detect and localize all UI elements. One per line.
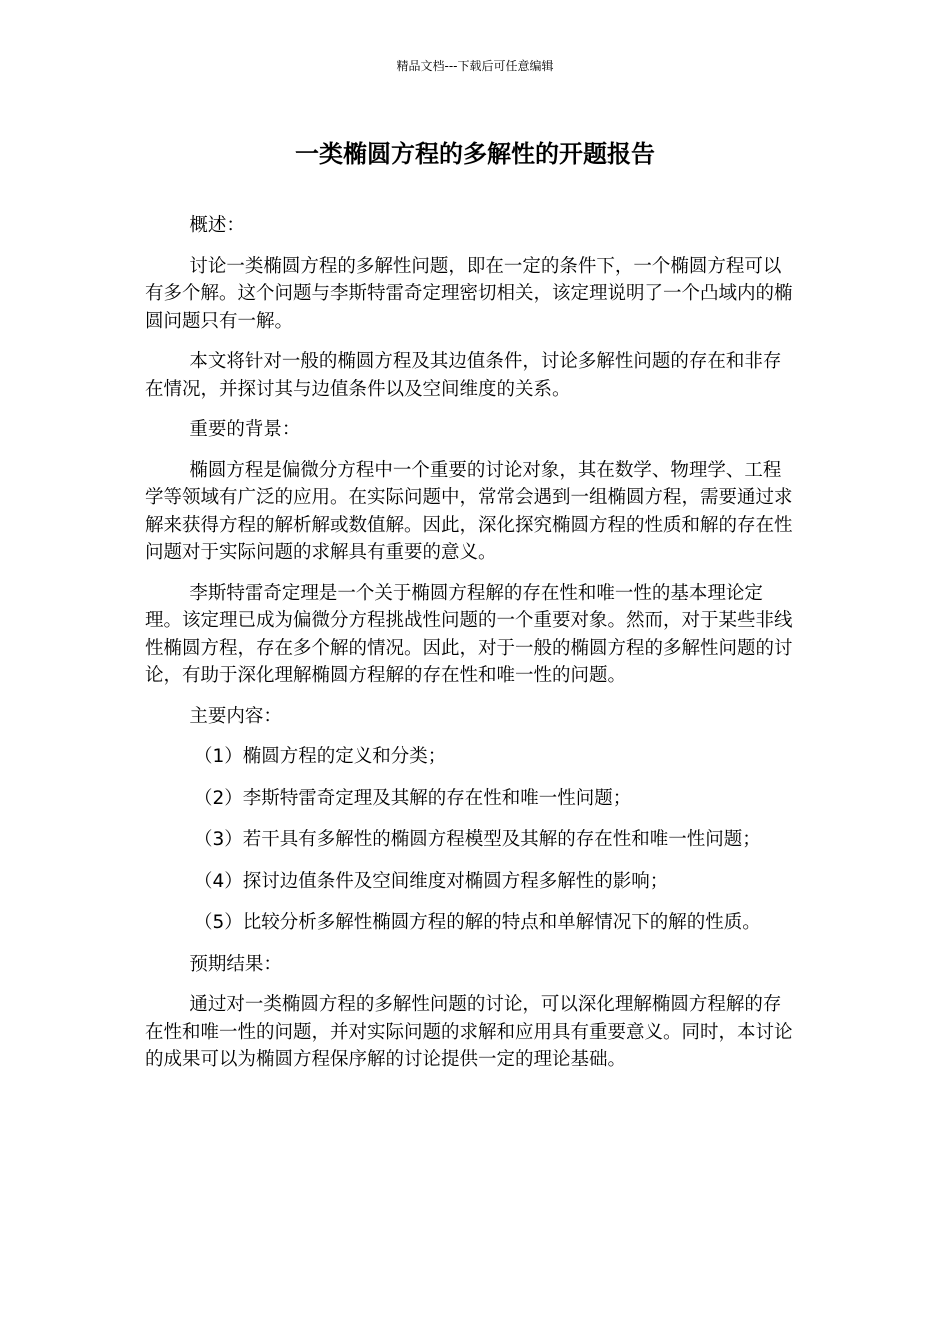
section-heading-overview: 概述：: [189, 215, 245, 236]
list-item: （5）比较分析多解性椭圆方程的解的特点和单解情况下的解的性质。: [194, 912, 761, 933]
list-item: （2）李斯特雷奇定理及其解的存在性和唯一性问题；: [194, 787, 632, 809]
section-heading-expected-results: 预期结果：: [189, 953, 282, 975]
section-heading-main-content: 主要内容：: [189, 705, 282, 727]
section-heading-background: 重要的背景：: [189, 419, 301, 440]
document-title: 一类椭圆方程的多解性的开题报告: [295, 140, 655, 168]
paragraph: 椭圆方程是偏微分方程中一个重要的讨论对象，其在数学、物理学、工程学等领域有广泛的应用。在实际问题中，常常会遇到一组椭圆方程，需要通过求解来获得方程的解析解或数值解。因此，深化探究椭圆方程的性质和解的存在性问题对于实际问题的求解具有重要的意义。: [145, 459, 793, 563]
document-body: [145, 212, 795, 1087]
list-item: （3）若干具有多解性的椭圆方程模型及其解的存在性和唯一性问题；: [194, 829, 761, 850]
paragraph: 本文将针对一般的椭圆方程及其边值条件，讨论多解性问题的存在和非存在情况，并探讨其与边值条件以及空间维度的关系。: [145, 351, 782, 400]
list-item: （4）探讨边值条件及空间维度对椭圆方程多解性的影响；: [194, 870, 669, 892]
header-note: 精品文档---下载后可任意编辑: [396, 59, 554, 73]
paragraph: 李斯特雷奇定理是一个关于椭圆方程解的存在性和唯一性的基本理论定理。该定理已成为偏微分方程挑战性问题的一个重要对象。然而，对于某些非线性椭圆方程，存在多个解的情况。因此，对于一般的椭圆方程的多解性问题的讨论，有助于深化理解椭圆方程解的存在性和唯一性的问题。: [145, 582, 793, 686]
paragraph: 讨论一类椭圆方程的多解性问题，即在一定的条件下，一个椭圆方程可以有多个解。这个问题与李斯特雷奇定理密切相关，该定理说明了一个凸域内的椭圆问题只有一解。: [145, 255, 793, 332]
list-item: （1）椭圆方程的定义和分类；: [194, 746, 447, 767]
paragraph: 通过对一类椭圆方程的多解性问题的讨论，可以深化理解椭圆方程解的存在性和唯一性的问题，并对实际问题的求解和应用具有重要意义。同时，本讨论的成果可以为椭圆方程保序解的讨论提供一定的理论基础。: [145, 994, 793, 1070]
